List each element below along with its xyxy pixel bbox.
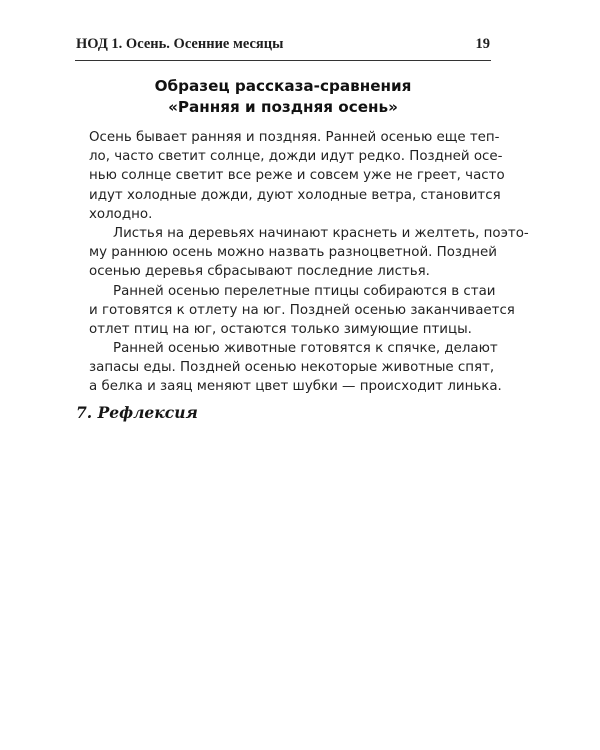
header-divider — [75, 60, 491, 61]
running-header — [76, 36, 490, 58]
story-text — [89, 128, 529, 397]
text-line: запасы еды. Поздней осенью некоторые животные спят, — [89, 360, 495, 376]
section-heading-reflection: 7. Рефлексия — [76, 403, 198, 422]
story-heading — [76, 76, 490, 118]
text-line: Осень бывает ранняя и поздняя. Ранней осенью еще теп- — [89, 130, 500, 145]
text-line: холодно. — [89, 206, 153, 222]
text-line: Листья на деревьях начинают краснеть и желтеть, поэто- — [113, 225, 529, 241]
text-line: Ранней осенью перелетные птицы собираются в стаи — [113, 283, 496, 299]
text-line: ло, часто светит солнце, дожди идут редко. Поздней осе- — [89, 149, 503, 165]
text-line: идут холодные дожди, дуют холодные ветра, становится — [89, 187, 501, 203]
text-line: му раннюю осень можно назвать разноцветной. Поздней — [89, 245, 498, 261]
text-line: нью солнце светит все реже и совсем уже не греет, часто — [89, 168, 505, 184]
text-line: и готовятся к отлету на юг. Поздней осенью заканчивается — [89, 302, 515, 318]
text-line: осенью деревья сбрасывают последние листья. — [89, 264, 430, 280]
story-heading-line-1: Образец рассказа-сравнения — [154, 77, 412, 95]
text-line: Ранней осенью животные готовятся к спячке, делают — [113, 341, 498, 357]
text-line: а белка и заяц меняют цвет шубки — происходит линька. — [89, 379, 502, 395]
header-title: НОД 1. Осень. Осенние месяцы — [76, 36, 284, 52]
story-heading-line-2: «Ранняя и поздняя осень» — [168, 98, 398, 116]
text-line: отлет птиц на юг, остаются только зимующие птицы. — [89, 321, 472, 337]
page-number: 19 — [475, 36, 490, 52]
